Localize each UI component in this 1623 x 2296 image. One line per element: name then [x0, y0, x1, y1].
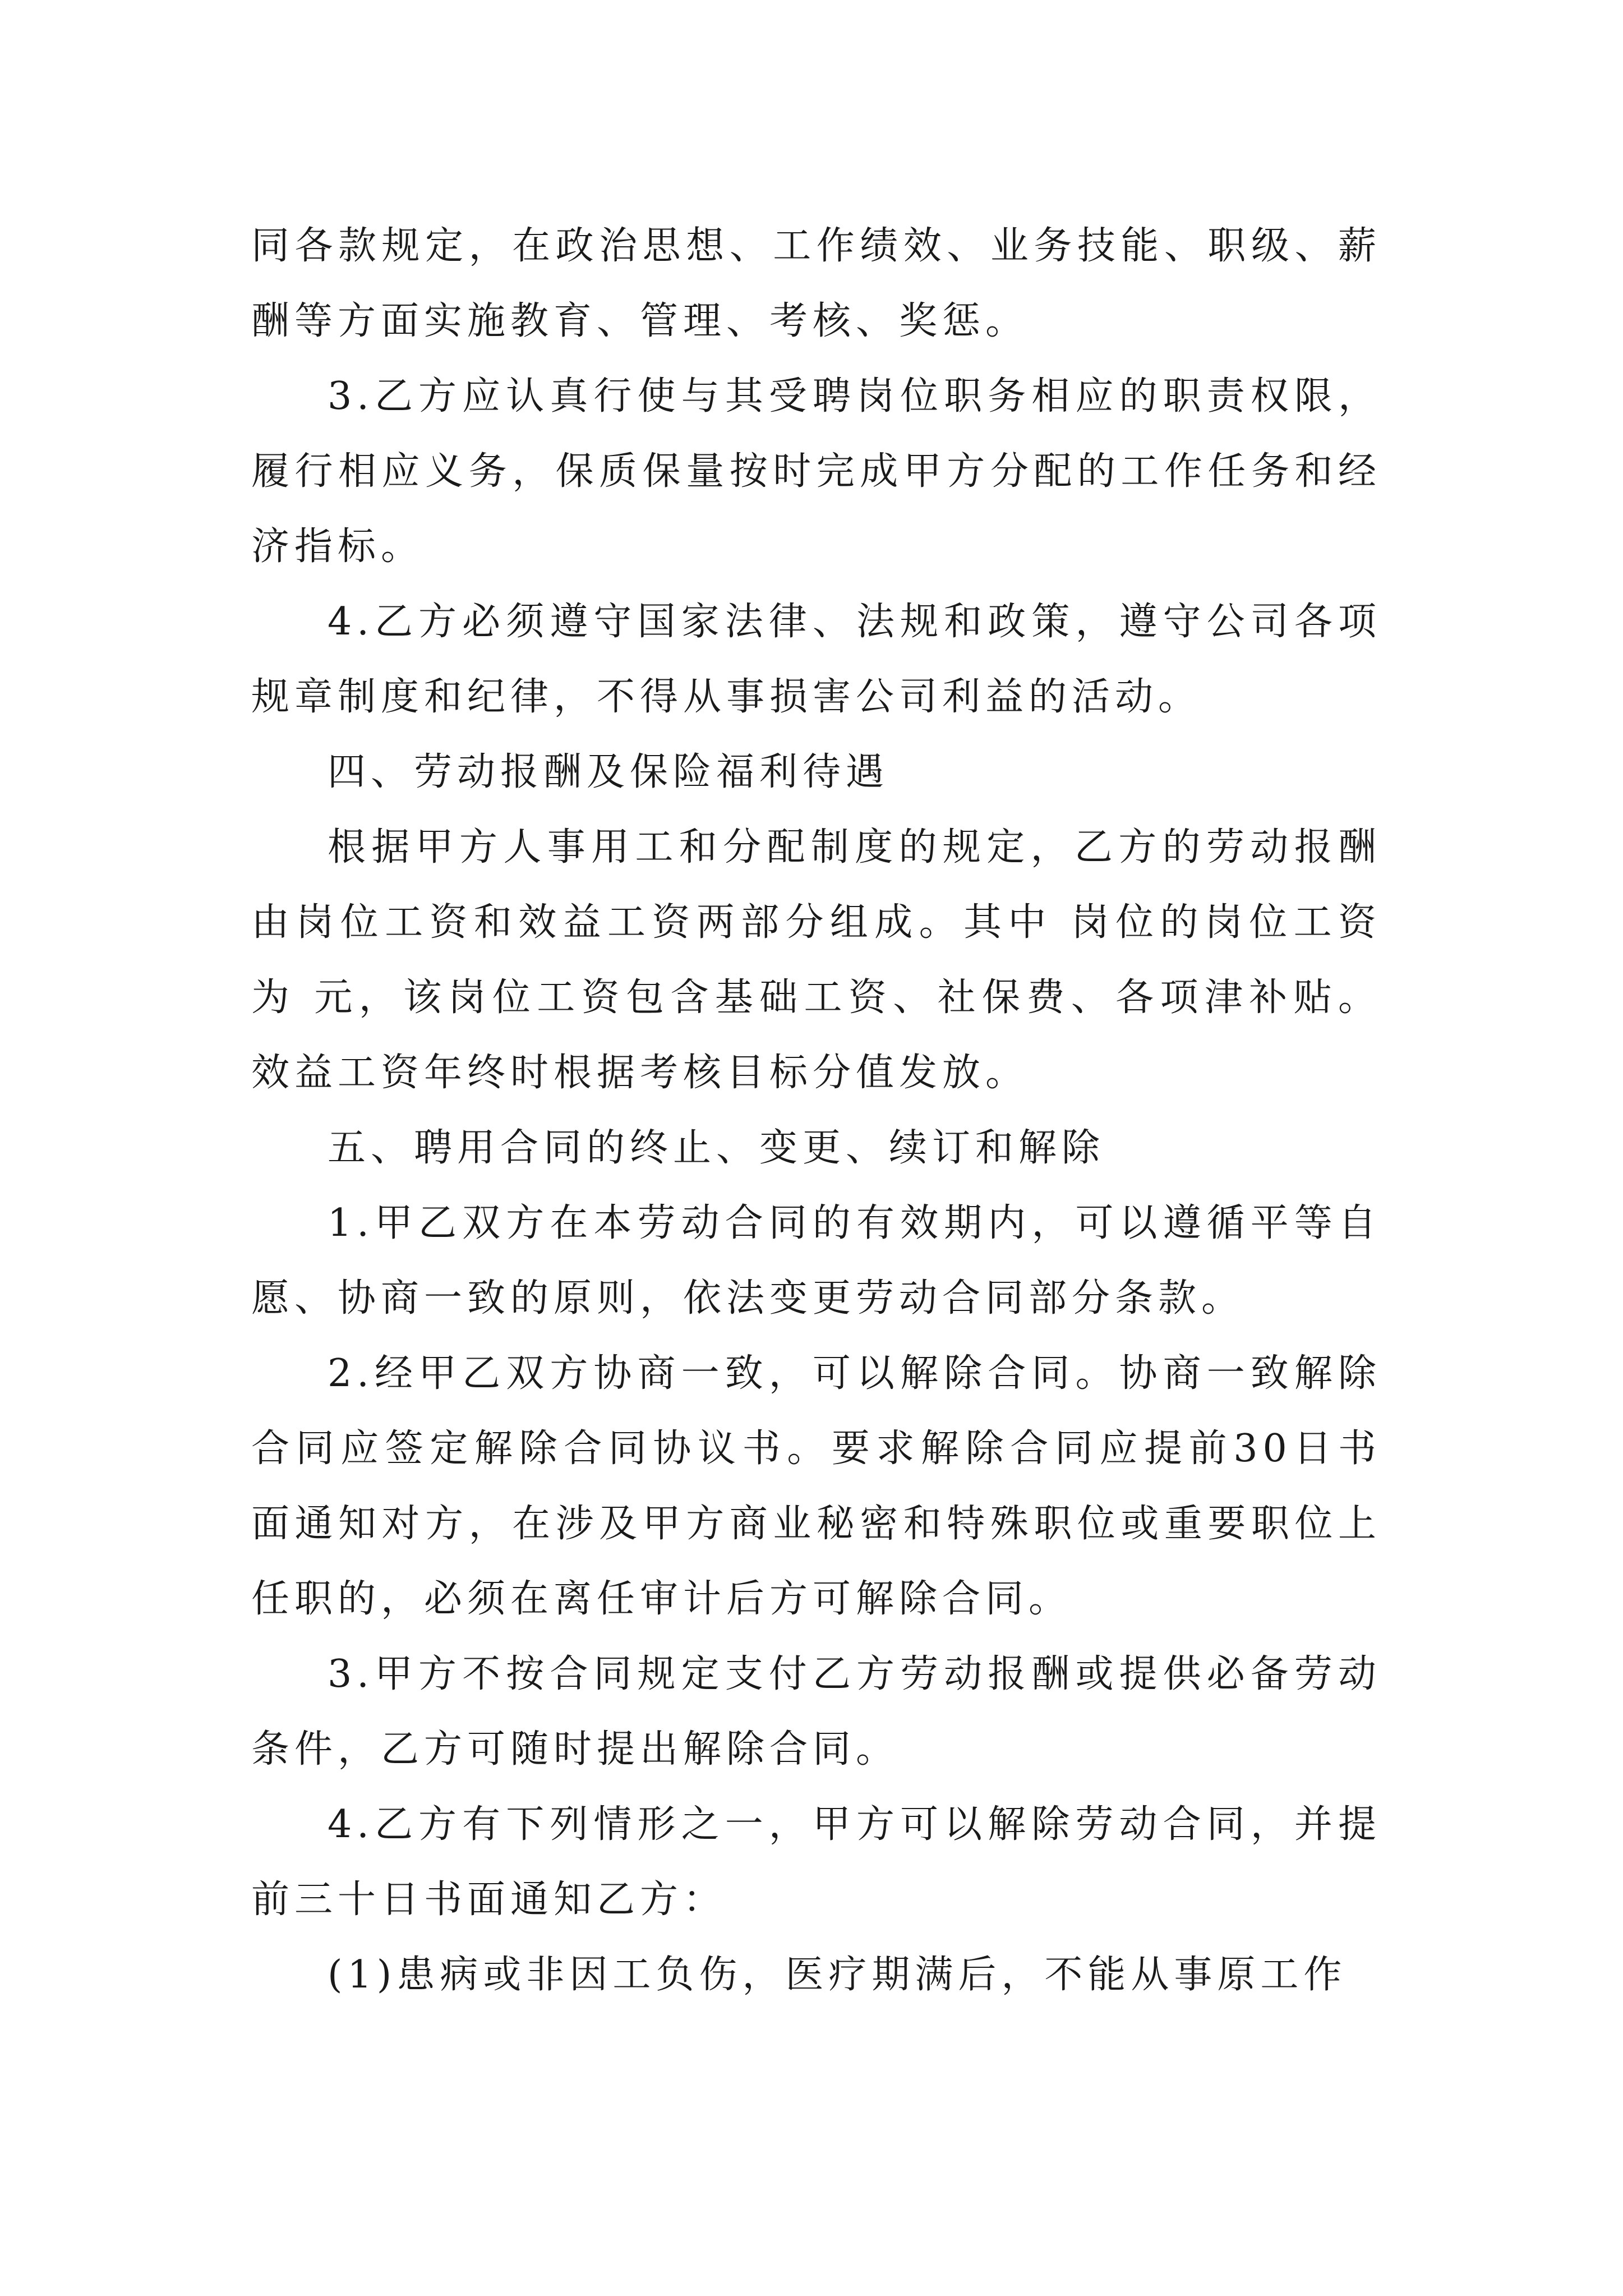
paragraph-clause-5-3: 3.甲方不按合同规定支付乙方劳动报酬或提供必备劳动条件，乙方可随时提出解除合同。 — [251, 1652, 1381, 1772]
paragraph-clause-5-4: 4.乙方有下列情形之一，甲方可以解除劳动合同，并提前三十日书面通知乙方： — [251, 1802, 1381, 1922]
section-heading-4: 四、劳动报酬及保险福利待遇 — [328, 750, 889, 794]
document-body — [251, 209, 1381, 2013]
section-heading-5: 五、聘用合同的终止、变更、续订和解除 — [328, 1126, 1105, 1170]
paragraph-clause-5-4-1: (1)患病或非因工负伤，医疗期满后，不能从事原工作 — [328, 1953, 1347, 1997]
paragraph-clause-5-1: 1.甲乙双方在本劳动合同的有效期内，可以遵循平等自愿、协商一致的原则，依法变更劳动合同部分条款。 — [251, 1201, 1381, 1320]
paragraph-remuneration: 根据甲方人事用工和分配制度的规定，乙方的劳动报酬由岗位工资和效益工资两部分组成。其中 岗位的岗位工资为 元，该岗位工资包含基础工资、社保费、各项津补贴。效益工资年终时根据考核目标分值发放。 — [251, 825, 1381, 1095]
paragraph-clause-3-3: 3.乙方应认真行使与其受聘岗位职务相应的职责权限，履行相应义务，保质保量按时完成甲方分配的工作任务和经济指标。 — [251, 374, 1381, 569]
paragraph-clause-5-2: 2.经甲乙双方协商一致，可以解除合同。协商一致解除合同应签定解除合同协议书。要求解除合同应提前30日书面通知对方，在涉及甲方商业秘密和特殊职位或重要职位上任职的，必须在离任审计后方可解除合同。 — [251, 1351, 1381, 1621]
paragraph-continuation: 同各款规定，在政治思想、工作绩效、业务技能、职级、薪酬等方面实施教育、管理、考核、奖惩。 — [251, 224, 1381, 343]
paragraph-clause-3-4: 4.乙方必须遵守国家法律、法规和政策，遵守公司各项规章制度和纪律，不得从事损害公司利益的活动。 — [251, 600, 1381, 719]
